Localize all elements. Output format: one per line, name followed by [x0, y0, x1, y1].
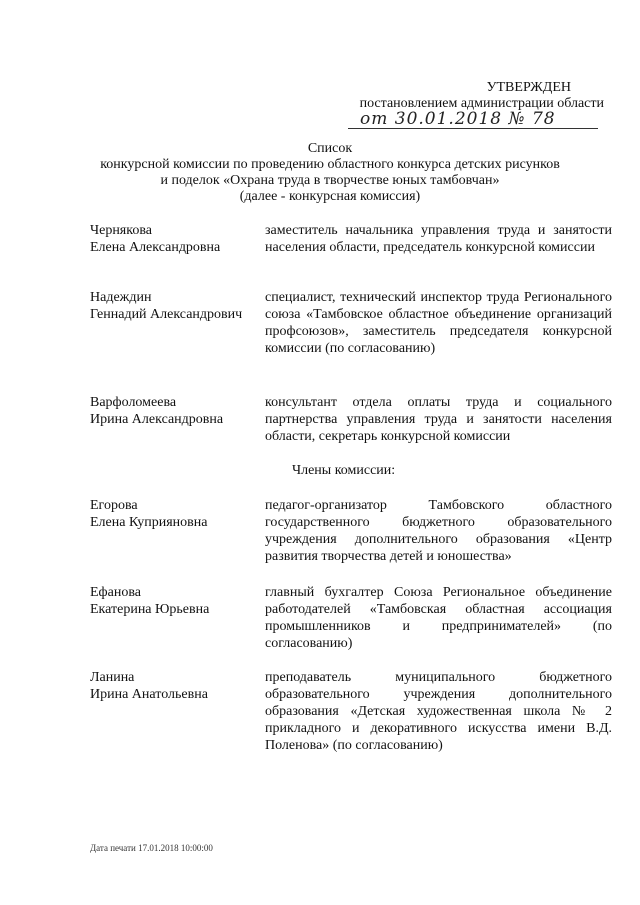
header-line: (далее - конкурсная комиссия)	[239, 189, 421, 204]
member-role: преподаватель муниципального бюджетного образовательного учреждения дополнительного образования «Детская художественная школа № 2 прикладного и декоративного искусства имени В.Д. Поленова» (по согласованию)	[265, 670, 612, 753]
member-name	[90, 584, 260, 618]
member-name	[90, 289, 260, 323]
member-given-names: Екатерина Юрьевна	[90, 602, 210, 617]
member-given-names: Ирина Анатольевна	[90, 687, 208, 702]
member-name	[90, 669, 260, 703]
approval-basis: постановлением администрации области	[359, 96, 604, 111]
members-heading: Члены комиссии:	[292, 463, 396, 478]
member-role: заместитель начальника управления труда и занятости населения области, председатель конкурсной комиссии	[265, 223, 612, 255]
handwritten-date-number	[360, 109, 556, 129]
member-given-names: Елена Александровна	[90, 240, 221, 255]
header-line: конкурсной комиссии по проведению областного конкурса детских рисунков	[100, 157, 560, 172]
underline	[348, 128, 598, 129]
member-role: специалист, технический инспектор труда Регионального союза «Тамбовское областное объединение организаций профсоюзов», заместитель председателя конкурсной комиссии (по согласованию)	[265, 290, 612, 356]
member-given-names: Ирина Александровна	[90, 412, 224, 427]
member-surname: Варфоломеева	[90, 395, 177, 410]
member-role: главный бухгалтер Союза Региональное объединение работодателей «Тамбовская областная ассоциация промышленников и предпринимателей» (по согласованию)	[265, 585, 612, 651]
member-surname: Егорова	[90, 498, 138, 513]
approval-title: УТВЕРЖДЕН	[486, 80, 571, 95]
document-header	[60, 141, 600, 205]
handwritten-text: от 30.01.2018 № 78	[360, 109, 556, 129]
member-given-names: Геннадий Александрович	[90, 307, 243, 322]
header-line: и поделок «Охрана труда в творчестве юных тамбовчан»	[160, 173, 500, 188]
member-role: педагог-организатор Тамбовского областного государственного бюджетного образовательного учреждения дополнительного образования «Центр развития творчества детей и юношества»	[265, 498, 612, 564]
member-given-names: Елена Куприяновна	[90, 515, 208, 530]
member-surname: Ланина	[90, 670, 135, 685]
member-surname: Надеждин	[90, 290, 152, 305]
member-surname: Ефанова	[90, 585, 141, 600]
member-name	[90, 222, 260, 256]
member-surname: Чернякова	[90, 223, 152, 238]
member-name	[90, 497, 260, 531]
print-date: Дата печати 17.01.2018 10:00:00	[90, 843, 213, 853]
header-title: Список	[307, 141, 353, 156]
member-name	[90, 394, 260, 428]
member-role: консультант отдела оплаты труда и социального партнерства управления труда и занятости населения области, секретарь конкурсной комиссии	[265, 395, 612, 444]
